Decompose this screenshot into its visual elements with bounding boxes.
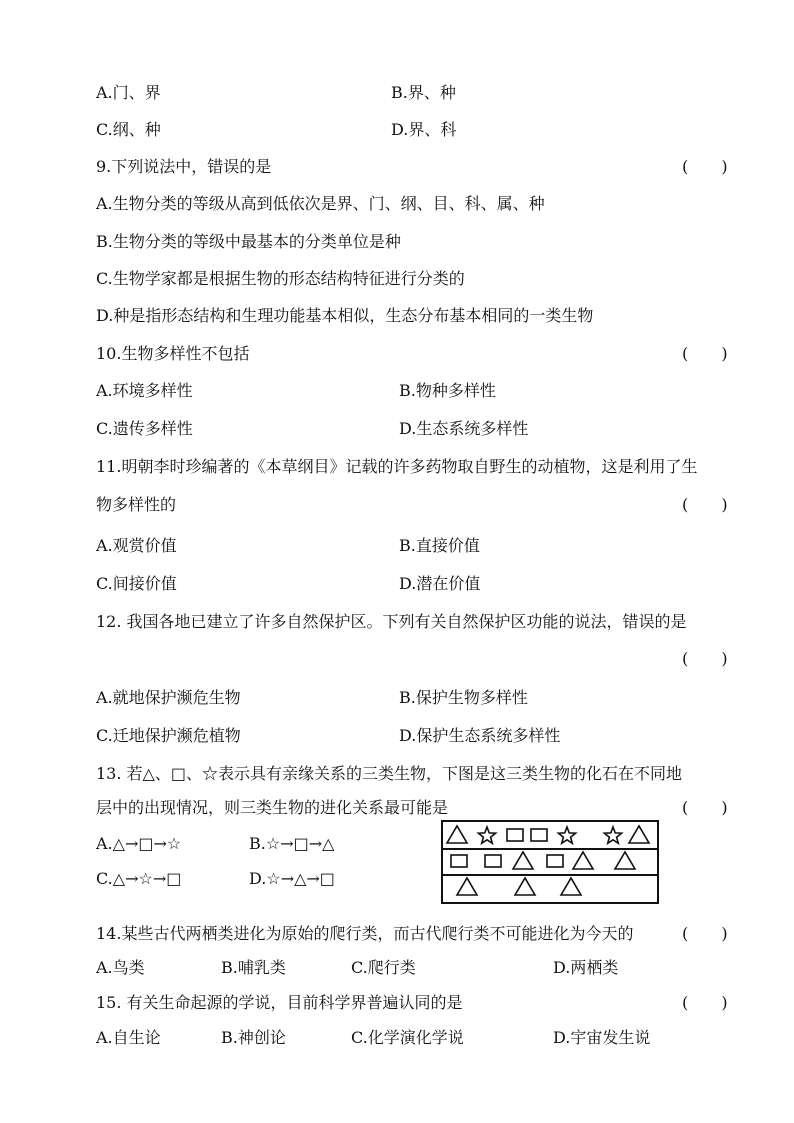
q10-option-c: C.遗传多样性 — [96, 419, 193, 438]
q9-option-b: B.生物分类的等级中最基本的分类单位是种 — [96, 232, 401, 251]
q13-option-b: B.☆→□→△ — [249, 834, 335, 853]
q13-stem-line2: 层中的出现情况，则三类生物的进化关系最可能是 — [96, 798, 449, 817]
q15-stem: 15. 有关生命起源的学说，目前科学界普遍认同的是 — [96, 993, 463, 1012]
q12-stem: 12. 我国各地已建立了许多自然保护区。下列有关自然保护区功能的说法，错误的是 — [96, 612, 687, 631]
q12-option-a: A.就地保护濒危生物 — [96, 688, 241, 707]
q14-option-d: D.两栖类 — [553, 958, 619, 977]
q12-option-b: B.保护生物多样性 — [399, 688, 528, 707]
q9-option-c: C.生物学家都是根据生物的形态结构特征进行分类的 — [96, 269, 465, 288]
q8-option-c: C.纲、种 — [96, 120, 161, 139]
q11-option-c: C.间接价值 — [96, 574, 177, 593]
q15-answer-blank: ( ) — [682, 993, 742, 1012]
q12-option-d: D.保护生态系统多样性 — [399, 726, 561, 745]
q11-stem-line1: 11.明朝李时珍编著的《本草纲目》记载的许多药物取自野生的动植物，这是利用了生 — [96, 457, 698, 476]
square-fossil-icon — [485, 855, 501, 867]
square-fossil-icon — [451, 855, 467, 867]
q12-option-c: C.迁地保护濒危植物 — [96, 726, 241, 745]
strata-symbols — [443, 822, 657, 902]
q14-answer-blank: ( ) — [682, 924, 742, 943]
triangle-fossil-icon — [629, 826, 649, 843]
q11-stem-line2: 物多样性的 — [96, 495, 177, 514]
q10-option-b: B.物种多样性 — [399, 381, 496, 400]
q11-option-b: B.直接价值 — [399, 536, 480, 555]
q14-option-a: A.鸟类 — [96, 958, 145, 977]
triangle-fossil-icon — [447, 826, 467, 843]
q13-stem-line1: 13. 若△、□、☆表示具有亲缘关系的三类生物，下图是这三类生物的化石在不同地 — [96, 764, 682, 783]
q15-option-c: C.化学演化学说 — [351, 1028, 464, 1047]
q13-option-a: A.△→□→☆ — [96, 834, 182, 853]
q8-option-a: A.门、界 — [96, 83, 161, 102]
triangle-fossil-icon — [515, 878, 535, 895]
triangle-fossil-icon — [573, 852, 593, 869]
q13-option-d: D.☆→△→□ — [249, 869, 335, 888]
q9-option-a: A.生物分类的等级从高到低依次是界、门、纲、目、科、属、种 — [96, 194, 545, 213]
q14-option-b: B.哺乳类 — [221, 958, 286, 977]
q15-option-a: A.自生论 — [96, 1028, 161, 1047]
q12-answer-blank: ( ) — [682, 649, 742, 668]
q9-answer-blank: ( ) — [682, 157, 742, 176]
q15-option-b: B.神创论 — [221, 1028, 286, 1047]
star-fossil-icon — [558, 827, 575, 843]
q14-option-c: C.爬行类 — [351, 958, 416, 977]
triangle-fossil-icon — [561, 878, 581, 895]
triangle-fossil-icon — [615, 852, 635, 869]
square-fossil-icon — [547, 855, 563, 867]
q11-answer-blank: ( ) — [682, 495, 742, 514]
square-fossil-icon — [507, 829, 523, 841]
triangle-fossil-icon — [457, 878, 477, 895]
q8-option-b: B.界、种 — [391, 83, 456, 102]
q13-option-c: C.△→☆→□ — [96, 869, 182, 888]
square-fossil-icon — [531, 829, 547, 841]
fossil-strata-diagram — [441, 820, 659, 904]
star-fossil-icon — [604, 827, 621, 843]
q15-option-d: D.宇宙发生说 — [553, 1028, 651, 1047]
q10-answer-blank: ( ) — [682, 344, 742, 363]
q14-stem: 14.某些古代两栖类进化为原始的爬行类，而古代爬行类不可能进化为今天的 — [96, 924, 634, 943]
q11-option-a: A.观赏价值 — [96, 536, 177, 555]
q10-option-a: A.环境多样性 — [96, 381, 193, 400]
q10-option-d: D.生态系统多样性 — [399, 419, 529, 438]
q9-stem: 9.下列说法中，错误的是 — [96, 157, 272, 176]
triangle-fossil-icon — [513, 852, 533, 869]
q10-stem: 10.生物多样性不包括 — [96, 344, 250, 363]
q13-answer-blank: ( ) — [682, 798, 742, 817]
q8-option-d: D.界、科 — [391, 120, 457, 139]
q11-option-d: D.潜在价值 — [399, 574, 481, 593]
q9-option-d: D.种是指形态结构和生理功能基本相似，生态分布基本相同的一类生物 — [96, 306, 594, 325]
star-fossil-icon — [478, 827, 495, 843]
